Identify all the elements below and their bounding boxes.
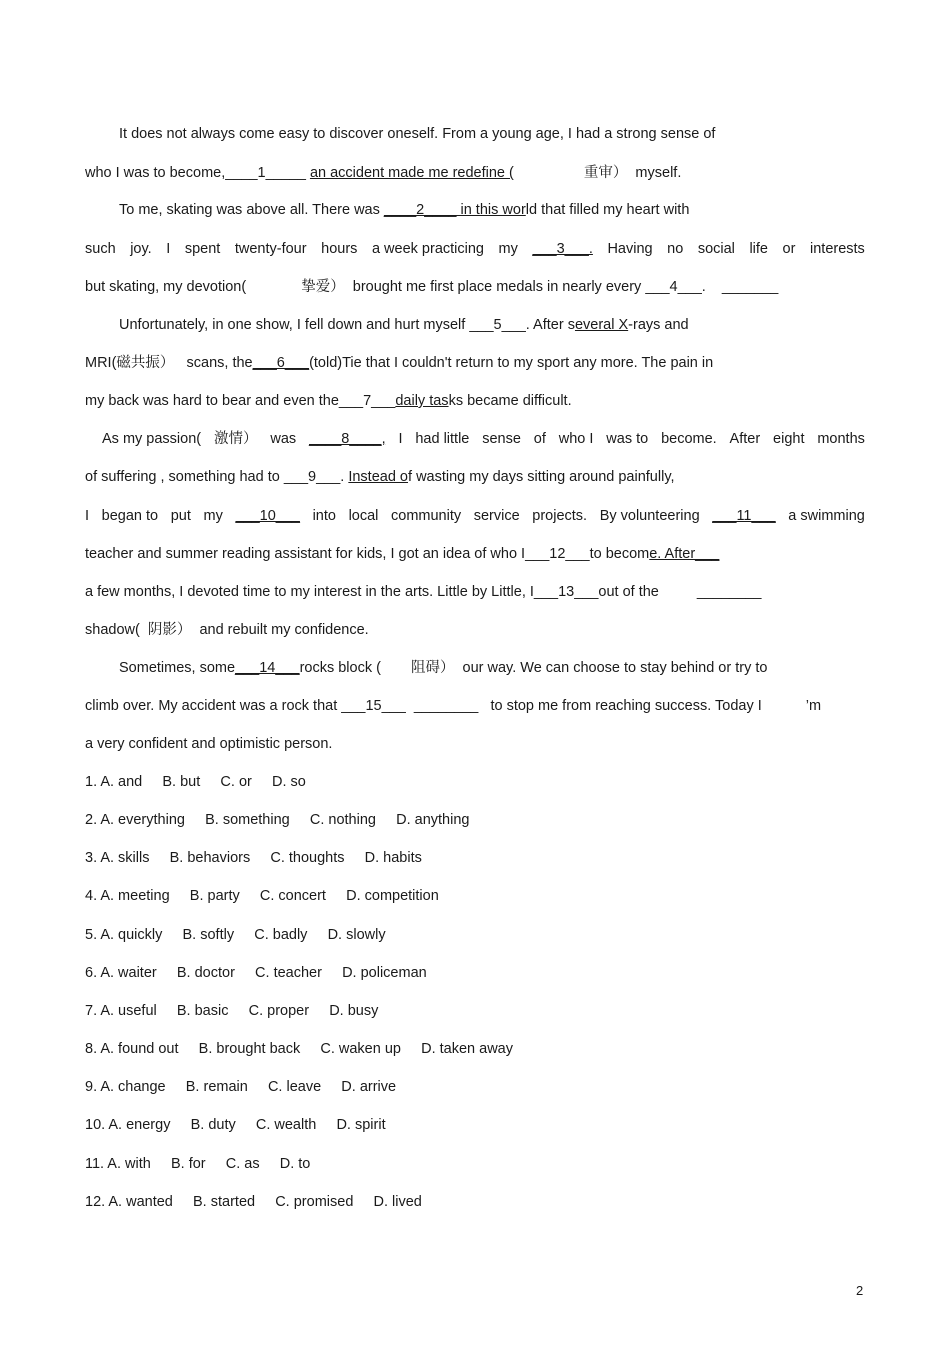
option-8: 8. A. found out B. brought back C. waken up D. taken away <box>85 1041 513 1057</box>
text: ld that filled my heart with <box>525 202 690 218</box>
word: of <box>533 431 546 447</box>
word: or <box>782 241 796 257</box>
text: To me, skating was above all. There was <box>119 202 384 218</box>
word: As my passion( <box>102 431 202 447</box>
text: myself. <box>635 165 682 181</box>
passage-line-16 <box>85 697 821 715</box>
word: spent <box>184 241 221 257</box>
option-2: 2. A. everything B. something C. nothing D. anything <box>85 812 470 828</box>
passage-line-6 <box>119 316 689 334</box>
word: projects. <box>532 508 588 524</box>
passage-line-8 <box>85 392 572 410</box>
option-11: 11. A. with B. for C. as D. to <box>85 1156 311 1172</box>
option-6: 6. A. waiter B. doctor C. teacher D. policeman <box>85 965 427 981</box>
word: a week practicing <box>371 241 484 257</box>
word: into <box>312 508 336 524</box>
word: eight <box>773 431 805 447</box>
word: such <box>85 241 116 257</box>
gloss: 磁共振） <box>116 355 175 371</box>
blank-8: ____8____, <box>309 431 386 447</box>
text: an accident made me redefine ( <box>309 165 514 181</box>
text: a few months, I devoted time to my interest in the arts. Little by Little, I___13___out of the <box>85 584 659 600</box>
text: e. After___ <box>649 546 720 562</box>
text: and rebuilt my confidence. <box>199 622 369 638</box>
text: Instead o <box>348 469 409 485</box>
passage-line-15 <box>119 659 767 677</box>
text: ks became difficult. <box>448 393 572 409</box>
word: social <box>697 241 735 257</box>
word: I <box>85 508 90 524</box>
blank-line: ________ <box>696 584 762 600</box>
word: hours <box>321 241 358 257</box>
text: rocks block ( <box>299 660 381 676</box>
text: my back was hard to bear and even the___7___ <box>85 393 396 409</box>
word: who I <box>558 431 594 447</box>
text: MRI( <box>85 355 117 371</box>
text: our way. We can choose to stay behind or try to <box>462 660 768 676</box>
word: After <box>729 431 761 447</box>
word: began to <box>101 508 159 524</box>
word: no <box>667 241 684 257</box>
text: climb over. My accident was a rock that ___15___ <box>85 698 406 714</box>
word: a swimming <box>788 508 865 524</box>
word: life <box>749 241 768 257</box>
passage-line-12 <box>85 545 719 563</box>
word: put <box>170 508 191 524</box>
passage-line-17: a very confident and optimistic person. <box>85 736 333 752</box>
passage-line-5 <box>85 278 778 296</box>
word: service <box>473 508 520 524</box>
passage-line-2 <box>85 164 681 182</box>
gloss: 激情） <box>213 431 258 447</box>
text: who I was to become, <box>85 165 226 181</box>
option-1: 1. A. and B. but C. or D. so <box>85 774 306 790</box>
blank-6: ___6___ <box>252 355 310 371</box>
text: but skating, my devotion( <box>85 279 247 295</box>
blank-line: _______ <box>721 279 779 295</box>
passage-line-1: It does not always come easy to discover oneself. From a young age, I had a strong sense of <box>119 126 716 142</box>
gloss: 重审） <box>583 165 628 181</box>
word: was to <box>606 431 649 447</box>
option-10: 10. A. energy B. duty C. wealth D. spirit <box>85 1117 386 1133</box>
passage-line-4 <box>85 240 865 258</box>
blank-14: ___14___ <box>235 660 300 676</box>
word: I <box>398 431 403 447</box>
word: was <box>270 431 297 447</box>
word: By volunteering <box>599 508 700 524</box>
passage-line-11 <box>85 507 865 525</box>
text: Unfortunately, in one show, I fell down and hurt myself ___5___. After s <box>119 317 575 333</box>
blank-11: ___11___ <box>712 508 776 524</box>
word: sense <box>482 431 521 447</box>
blank-line: ________ <box>413 698 479 714</box>
word: I <box>166 241 171 257</box>
blank-1: ____1_____ <box>225 165 306 181</box>
text: -rays and <box>628 317 689 333</box>
option-9: 9. A. change B. remain C. leave D. arrive <box>85 1079 397 1095</box>
page-number: 2 <box>856 1283 864 1298</box>
text: f wasting my days sitting around painfully, <box>408 469 675 485</box>
blank-2: ____2____ in this wor <box>383 202 526 218</box>
text: to stop me from reaching success. Today I <box>490 698 762 714</box>
passage-line-10 <box>85 468 675 486</box>
passage-line-3 <box>119 201 689 219</box>
word: months <box>817 431 865 447</box>
word: become. <box>661 431 717 447</box>
option-12: 12. A. wanted B. started C. promised D. lived <box>85 1194 422 1210</box>
text: scans, the <box>186 355 253 371</box>
passage-line-7 <box>85 354 713 372</box>
gloss: 阴影） <box>147 622 192 638</box>
text: brought me first place medals in nearly every ___4___. <box>352 279 706 295</box>
word: joy. <box>130 241 152 257</box>
word: had little <box>415 431 470 447</box>
option-7: 7. A. useful B. basic C. proper D. busy <box>85 1003 379 1019</box>
text: shadow( <box>85 622 140 638</box>
gloss: 阻碍） <box>410 660 455 676</box>
text: ’m <box>805 698 822 714</box>
passage-line-13 <box>85 583 761 601</box>
text: (told)Tie that I couldn't return to my sport any more. The pain in <box>309 355 714 371</box>
option-4: 4. A. meeting B. party C. concert D. competition <box>85 888 439 904</box>
passage-line-14 <box>85 621 369 639</box>
word: my <box>498 241 518 257</box>
gloss: 挚爱） <box>301 279 345 295</box>
blank-3: ___3___. <box>532 241 593 257</box>
word: local <box>348 508 379 524</box>
word: community <box>391 508 462 524</box>
text: Sometimes, some <box>119 660 236 676</box>
text: of suffering , something had to ___9___. <box>85 469 349 485</box>
blank-10: ___10___ <box>235 508 300 524</box>
word: twenty-four <box>234 241 307 257</box>
option-3: 3. A. skills B. behaviors C. thoughts D. habits <box>85 850 422 866</box>
word: interests <box>810 241 865 257</box>
option-5: 5. A. quickly B. softly C. badly D. slowly <box>85 927 386 943</box>
word: Having <box>607 241 653 257</box>
word: my <box>203 508 223 524</box>
text: daily tas <box>395 393 449 409</box>
passage-line-9 <box>102 430 865 448</box>
text: teacher and summer reading assistant for kids, I got an idea of who I___12___to becom <box>85 546 650 562</box>
text: everal X <box>574 317 629 333</box>
